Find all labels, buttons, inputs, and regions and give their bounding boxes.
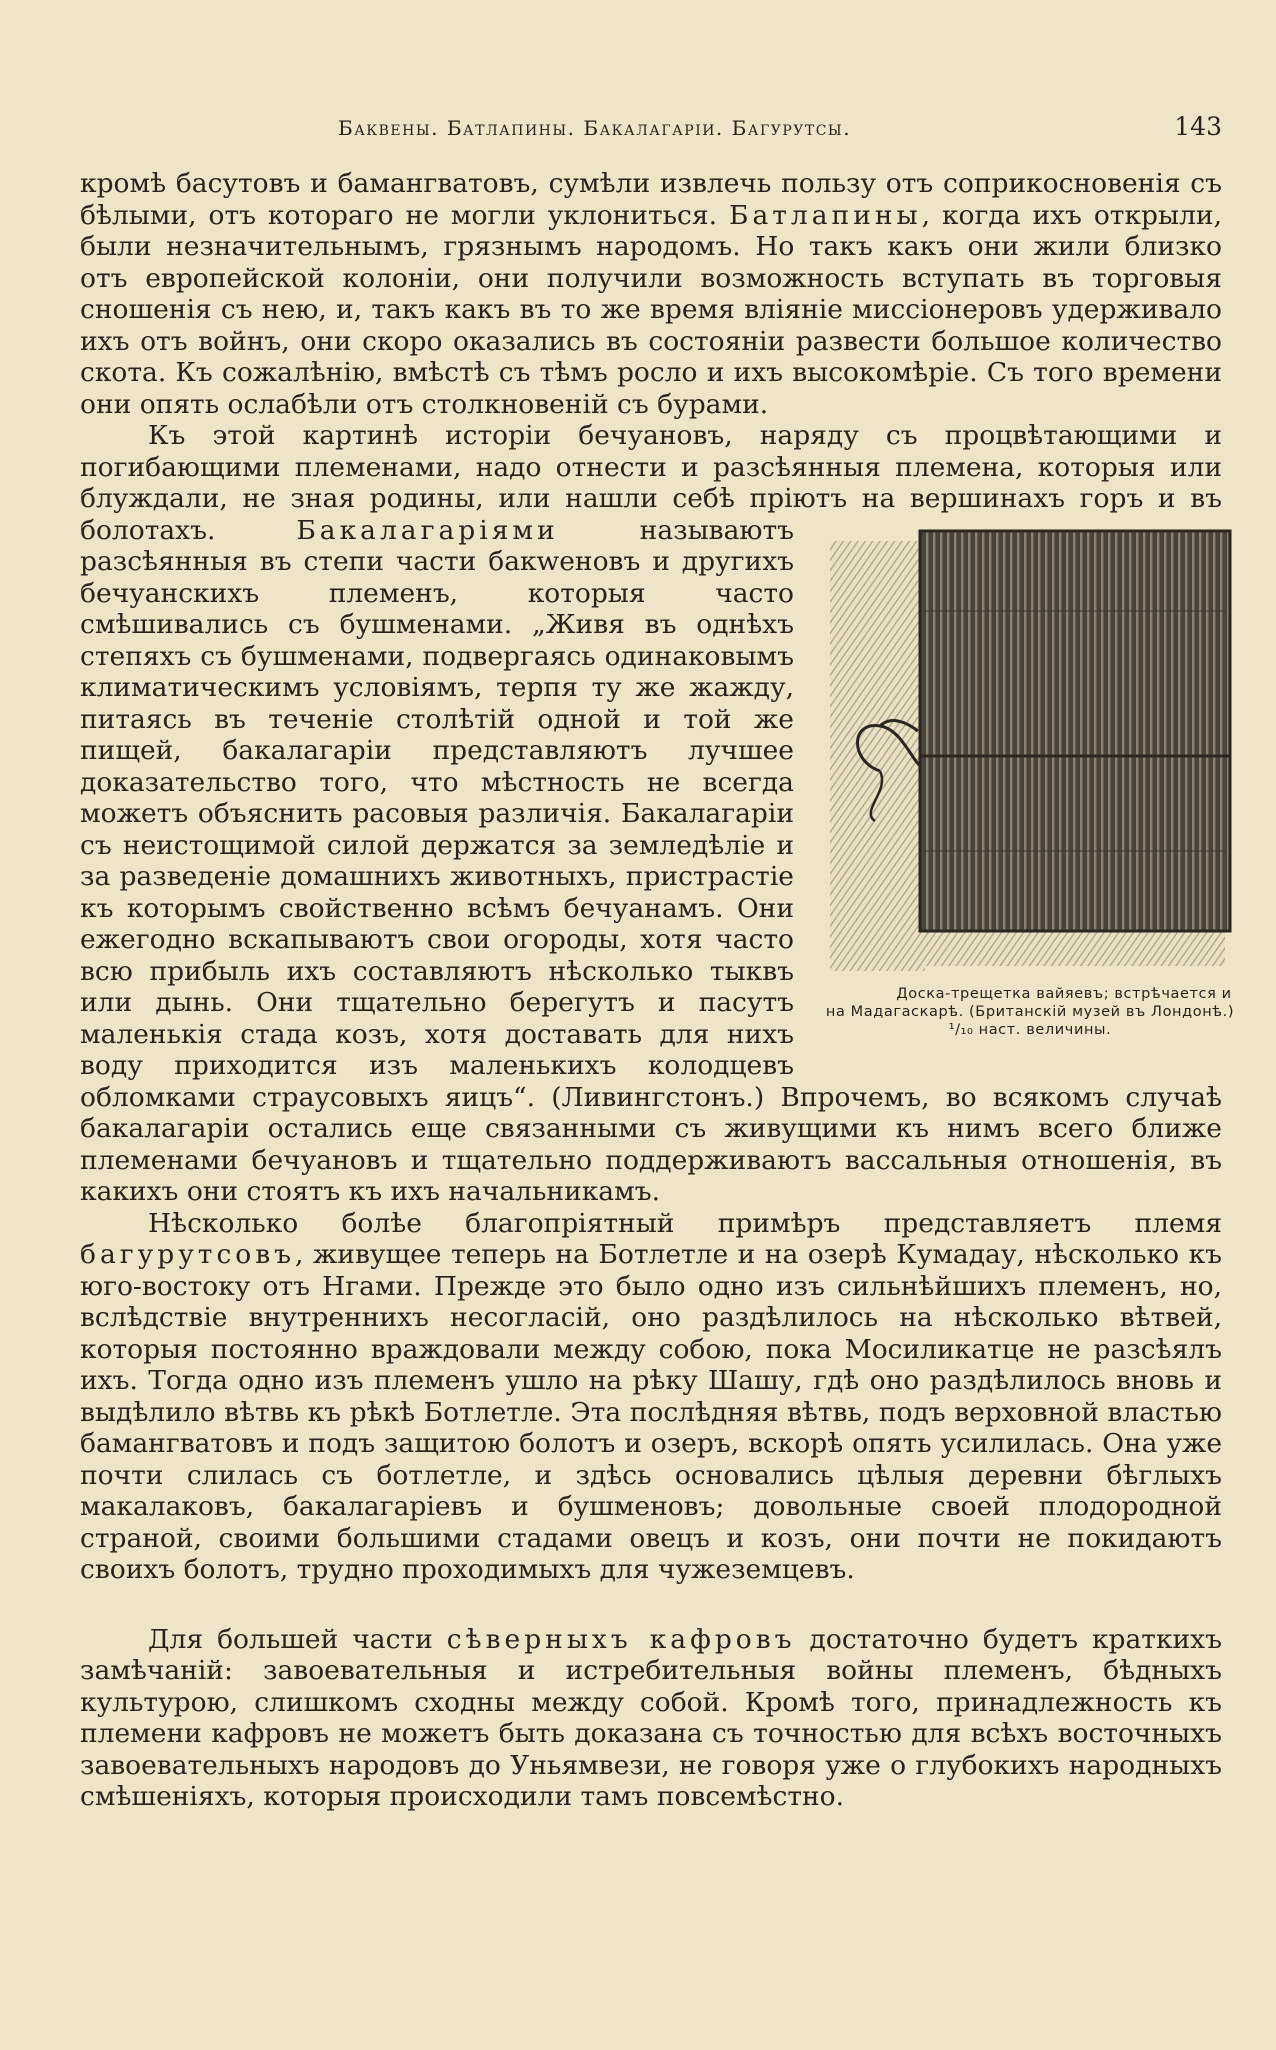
para1-term: Батлапины [728,199,922,231]
para3-text-b: , живущее теперь на Ботлетле и на озерѣ Кумадау, нѣсколько къ юго-востоку отъ Нгами. Прежде это было одно изъ сильнѣйшихъ племенъ, но, вслѣдствіе внутреннихъ несогласій, оно раздѣлилось на нѣсколько вѣтвей, которыя постоянно враждовали между собою, пока Мосиликатце не разсѣялъ ихъ. Тогда одно изъ племенъ ушло на рѣку Шашу, гдѣ оно раздѣлилось вновь и выдѣлило вѣтвь къ рѣкѣ Ботлетле. Эта послѣдняя вѣтвь, подъ верховной властью бамангватовъ и подъ защитою болотъ и озеръ, вскорѣ опять усилилась. Она уже почти слилась съ ботлетле, и здѣсь основались цѣлыя деревни бѣглыхъ макалаковъ, бакалагаріевъ и бушменовъ; довольные своей плодородной страной, своими большими стадами овецъ и козъ, они почти не покидаютъ своихъ болотъ, трудно проходимыхъ для чужеземцевъ. [80,1239,1222,1585]
para1-text-b: , когда ихъ открыли, были незначительнымъ, грязнымъ народомъ. Но такъ какъ они жили близко отъ европейской колоніи, они получили возможность вступать въ торговыя сношенія съ нею, и, такъ какъ въ то же время вліяніе миссіонеровъ удерживало ихъ отъ войнъ, они скоро оказались въ состояніи развести большое количество скота. Къ сожалѣнію, вмѣстѣ съ тѣмъ росло и ихъ высокомѣріе. Съ того времени они опять ослабѣли отъ столкновеній съ бурами. [80,199,1222,420]
paragraph-4 [80,1624,1222,1813]
running-title: Баквены. Батлапины. Бакалагарiи. Багурутсы. [338,116,852,140]
paragraph-1 [80,168,1222,420]
figure [820,521,1240,1061]
para4-term: сѣверныхъ кафровъ [446,1623,796,1655]
paragraph-3 [80,1208,1222,1586]
section-gap [80,1586,1222,1624]
figure-caption: Доска-трещетка вайяевъ; встрѣчается и на Мадагаскарѣ. (Британскій музей въ Лондонѣ.) ¹/₁₀ наст. величины. [825,985,1235,1038]
para3-text-a: Нѣсколько болѣе благопріятный примѣръ представляетъ племя [148,1207,1222,1239]
running-head [0,112,1276,148]
para4-text-a: Для большей части [148,1623,433,1655]
para3-term: багурутсовъ [80,1239,296,1270]
rattle-board-illustration [820,521,1240,981]
rattle-board [920,531,1230,931]
page-number: 143 [1174,112,1222,141]
para2-text-a: Къ этой картинѣ исторіи бечуановъ, наряду съ процвѣтающими и погибающими племенами, надо отнести и разсѣянныя племена, которыя или блуждали, не зная родины, или нашли себѣ пріютъ на вершинахъ горъ и въ болотахъ. [80,420,1222,546]
para2-text-b: называютъ разсѣянныя въ степи части бакweновъ и другихъ бечуанскихъ племенъ, которыя часто смѣшивались съ бушменами. „Живя въ однѣхъ степяхъ съ бушменами, подвергаясь одинаковымъ климатическимъ условіямъ, терпя ту же жажду, питаясь въ теченіе столѣтій одной и той же пищей, бакалагаріи представляютъ лучшее доказательство того, что мѣстность не всегда можетъ объяснить расовыя различія. Бакалагаріи съ неистощимой силой держатся за земледѣліе и за разведеніе домашнихъ животныхъ, пристрастіе къ которымъ свойственно всѣмъ бечуанамъ. Они ежегодно вскапываютъ свои огороды, хотя часто всю прибыль ихъ составляютъ нѣсколько тыквъ или дынь. Они тщательно берегутъ и пасутъ маленькія стада козъ, хотя доставать для нихъ воду приходится изъ маленькихъ колодцевъ обломками страусовыхъ яицъ“. (Ливингстонъ.) Впрочемъ, во всякомъ случаѣ бакалагаріи остались еще связанными съ живущими къ нимъ всего ближе племенами бечуановъ и тщательно поддерживаютъ вассальныя отношенія, въ какихъ они стоятъ къ ихъ начальникамъ. [80,514,1222,1207]
body-text [80,168,1235,1813]
para4-text-b: достаточно будетъ краткихъ замѣчаній: завоевательныя и истребительныя войны племенъ, бѣдныхъ культурою, слишкомъ сходны между собой. Кромѣ того, принадлежность къ племени кафровъ не можетъ быть доказана съ точностью для всѣхъ восточныхъ завоевательныхъ народовъ до Уньямвези, не говоря уже о глубокихъ народныхъ смѣшеніяхъ, которыя происходили тамъ повсемѣстно. [80,1623,1222,1812]
para1-text-a: кромѣ басутовъ и бамангватовъ, сумѣли извлечь пользу отъ соприкосновенія съ бѣлыми, отъ котораго не могли уклониться. [80,168,1222,231]
paragraph-2 [80,420,1235,1208]
para2-term: Бакалагаріями [296,514,559,546]
